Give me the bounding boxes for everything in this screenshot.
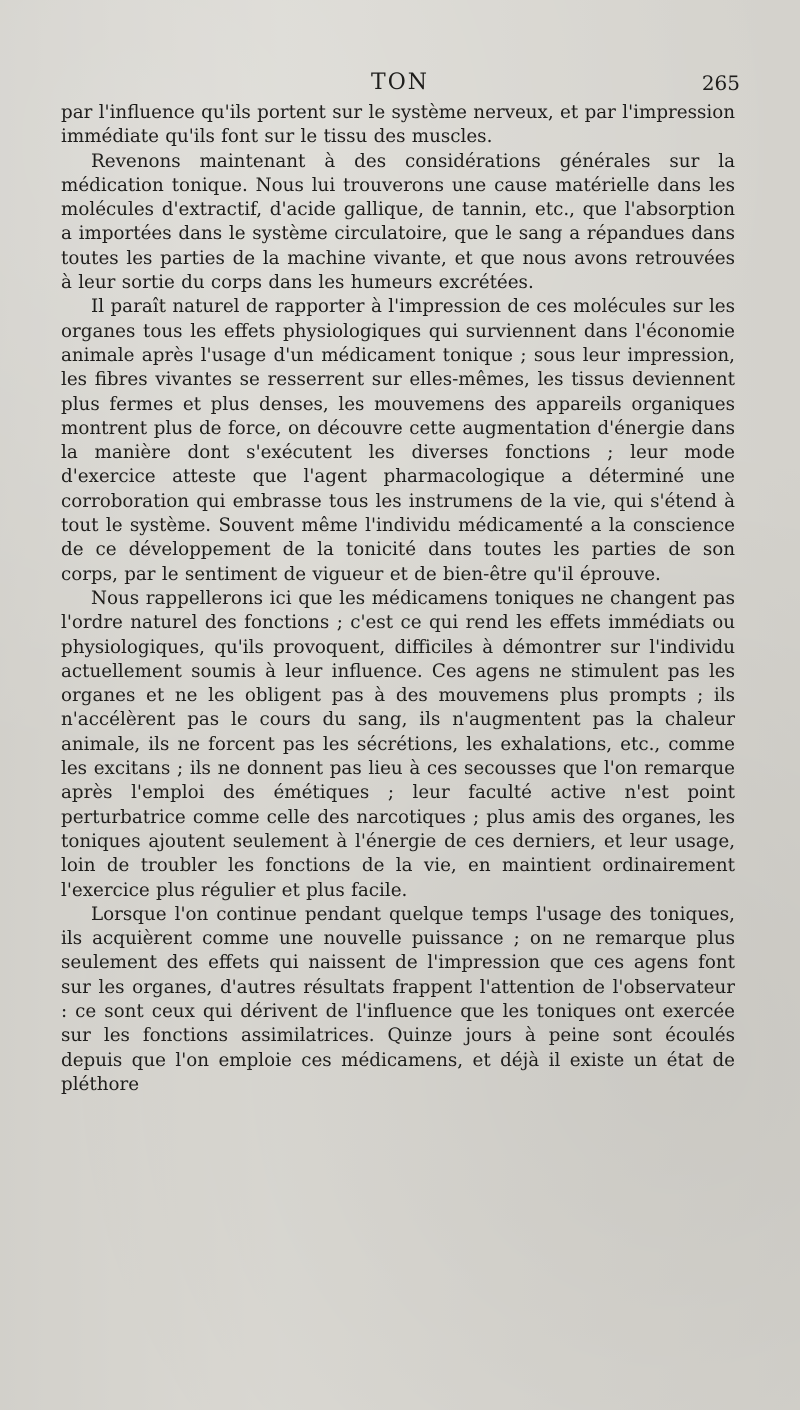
paragraph-3: Il paraît naturel de rapporter à l'impression de ces molécules sur les organes tous les effets physiologiques qui surviennent dans l'économie animale après l'usage d'un médicament tonique ; sous leur impression, les fibres vivantes se resserrent sur elles-mêmes, les tissus deviennent plus fermes et plus denses, les mouvemens des appareils organiques montrent plus de force, on découvre cette augmentation d'énergie dans la manière dont s'exécutent les diverses fonctions ; leur mode d'exercice atteste que l'agent pharmacologique a déterminé une corroboration qui embrasse tous les instrumens de la vie, qui s'étend à tout le système. Souvent même l'individu médicamenté a la conscience de ce développement de la tonicité dans toutes les parties de son corps, par le sentiment de vigueur et de bien-être qu'il éprouve.: [61, 296, 735, 585]
paragraph-2: Revenons maintenant à des considérations générales sur la médication tonique. Nous lui trouverons une cause matérielle dans les molécules d'extractif, d'acide gallique, de tannin, etc., que l'absorption a importées dans le système circulatoire, que le sang a répandues dans toutes les parties de la machine vivante, et que nous avons retrouvées à leur sortie du corps dans les humeurs excrétées.: [61, 150, 735, 294]
page-number: 265: [701, 71, 740, 95]
paragraph-5: Lorsque l'on continue pendant quelque temps l'usage des toniques, ils acquièrent comme une nouvelle puissance ; on ne remarque plus seulement des effets qui naissent de l'impression que ces agens font sur les organes, d'autres résultats frappent l'attention de l'observateur : ce sont ceux qui dérivent de l'influence que les toniques ont exercée sur les fonctions assimilatrices. Quinze jours à peine sont écoulés depuis que l'on emploie ces médicamens, et déjà il existe un état de pléthore: [61, 903, 735, 1095]
paragraph-1: par l'influence qu'ils portent sur le système nerveux, et par l'impression immédiate qu'ils font sur le tissu des muscles.: [61, 102, 735, 148]
running-title: TON: [371, 70, 429, 95]
paragraph-4: Nous rappellerons ici que les médicamens toniques ne changent pas l'ordre naturel des fonctions ; c'est ce qui rend les effets immédiats ou physiologiques, qu'ils provoquent, difficiles à démontrer sur l'individu actuellement soumis à leur influence. Ces agens ne stimulent pas les organes et ne les obligent pas à des mouvemens plus prompts ; ils n'accélèrent pas le cours du sang, ils n'augmentent pas la chaleur animale, ils ne forcent pas les sécrétions, les exhalations, etc., comme les excitans ; ils ne donnent pas lieu à ces secousses que l'on remarque après l'emploi des émétiques ; leur faculté active n'est point perturbatrice comme celle des narcotiques ; plus amis des organes, les toniques ajoutent seulement à l'énergie de ces derniers, et leur usage, loin de troubler les fonctions de la vie, en maintient ordinairement l'exercice plus régulier et plus facile.: [61, 587, 735, 901]
page-header: [60, 66, 740, 100]
body-text: [61, 101, 735, 1097]
